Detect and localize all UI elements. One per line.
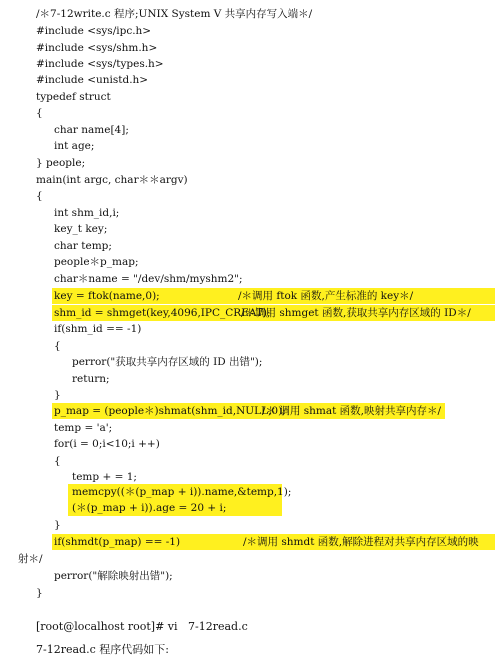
code-int-shm-id: int shm_id,i; bbox=[54, 207, 120, 219]
code-include-unistd: #include <unistd.h> bbox=[36, 74, 149, 86]
code-brace-open-3: { bbox=[54, 340, 61, 352]
code-brace-close-4: } bbox=[54, 519, 61, 531]
code-return: return; bbox=[72, 373, 110, 385]
code-char-name-path: char＊name = "/dev/shm/myshm2"; bbox=[54, 273, 243, 285]
code-ftok: key = ftok(name,0); bbox=[54, 290, 160, 302]
caption-read-program: 7-12read.c 程序代码如下: bbox=[36, 643, 169, 656]
code-brace-close-main: } bbox=[36, 587, 43, 599]
code-people-pmap: people＊p_map; bbox=[54, 256, 139, 268]
code-shmat: p_map = (people＊)shmat(shm_id,NULL,0); bbox=[54, 405, 286, 417]
code-brace-close-people: } people; bbox=[36, 157, 86, 169]
code-perror-get: perror("获取共享内存区域的 ID 出错"); bbox=[72, 356, 263, 368]
code-ftok-comment: /＊调用 ftok 函数,产生标准的 key＊/ bbox=[238, 290, 414, 302]
code-int-age: int age; bbox=[54, 140, 95, 152]
code-include-shm: #include <sys/shm.h> bbox=[36, 42, 158, 54]
code-shmget-comment: /＊调用 shmget 函数,获取共享内存区域的 ID＊/ bbox=[241, 307, 471, 319]
code-shmget: shm_id = shmget(key,4096,IPC_CREAT); bbox=[54, 307, 271, 319]
code-if-shmid: if(shm_id == -1) bbox=[54, 323, 142, 335]
code-perror-detach: perror("解除映射出错"); bbox=[54, 570, 173, 582]
code-shmdt-comment: /＊调用 shmdt 函数,解除进程对共享内存区域的映 bbox=[243, 536, 479, 548]
code-include-types: #include <sys/types.h> bbox=[36, 58, 164, 70]
code-comment-header: /＊7-12write.c 程序;UNIX System V 共享内存写入端＊/ bbox=[36, 8, 313, 20]
code-typedef: typedef struct bbox=[36, 91, 111, 103]
code-brace-open-4: { bbox=[54, 455, 61, 467]
code-shmat-comment: /＊ 调用 shmat 函数,映射共享内存＊/ bbox=[262, 405, 442, 417]
code-include-ipc: #include <sys/ipc.h> bbox=[36, 25, 152, 37]
code-for: for(i = 0;i<10;i ++) bbox=[54, 438, 160, 450]
code-if-shmdt: if(shmdt(p_map) == -1) bbox=[54, 536, 181, 548]
code-key-t: key_t key; bbox=[54, 223, 108, 235]
code-char-name: char name[4]; bbox=[54, 124, 129, 136]
shell-prompt-vi: [root@localhost root]# vi 7-12read.c bbox=[36, 620, 248, 633]
code-memcpy: memcpy((＊(p_map + i)).name,&temp,1); bbox=[72, 486, 292, 498]
code-char-temp: char temp; bbox=[54, 240, 112, 252]
code-brace-open-1: { bbox=[36, 107, 43, 119]
code-brace-close-3: } bbox=[54, 389, 61, 401]
code-shmdt-comment-wrap: 射＊/ bbox=[18, 553, 43, 565]
code-temp-inc: temp + = 1; bbox=[72, 471, 137, 483]
code-main: main(int argc, char＊＊argv) bbox=[36, 174, 188, 186]
code-brace-open-2: { bbox=[36, 190, 43, 202]
code-temp-a: temp = 'a'; bbox=[54, 422, 113, 434]
code-age-assign: (＊(p_map + i)).age = 20 + i; bbox=[72, 502, 227, 514]
